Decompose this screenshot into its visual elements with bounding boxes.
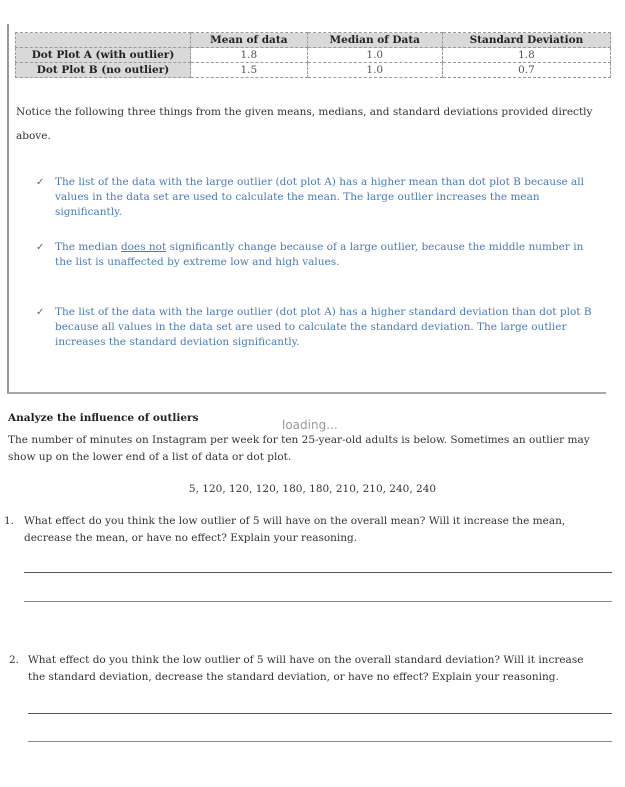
- row-label: Dot Plot A (with outlier): [16, 48, 191, 63]
- bullet-text: [55, 240, 596, 270]
- question-number: 2.: [9, 654, 20, 666]
- table-header-mean: Mean of data: [191, 33, 308, 48]
- median-value: 1.0: [307, 63, 442, 78]
- mean-value: 1.8: [191, 48, 308, 63]
- check-icon: ✓: [36, 307, 45, 318]
- dataset-list: 5, 120, 120, 120, 180, 180, 210, 210, 240, 240: [188, 483, 437, 495]
- table-header-empty: [16, 33, 191, 48]
- table-row: [16, 48, 611, 63]
- section-intro: The number of minutes on Instagram per week for ten 25-year-old adults is below. Sometimes an outlier may show up on the lower end of a list of data or dot plot.: [8, 434, 590, 463]
- bullet-median: [36, 240, 596, 270]
- bullet-text-pre: The median: [55, 241, 121, 253]
- bullet-text: The list of the data with the large outlier (dot plot A) has a higher mean than dot plot B because all values in the data set are used to calculate the mean. The large outlier increases the mean significantly.: [55, 176, 584, 218]
- table-header-std-dev: Standard Deviation: [442, 33, 610, 48]
- question-2: [9, 652, 599, 686]
- table-header-row: [16, 33, 611, 48]
- check-icon: ✓: [36, 177, 45, 188]
- bullet-std-dev: [36, 305, 596, 350]
- question-text: What effect do you think the low outlier of 5 will have on the overall standard deviation? Will it increase the standard deviation, decrease the standard deviation, or have no effect? Explain your reasoning.: [28, 654, 584, 683]
- answer-line[interactable]: [28, 713, 612, 714]
- answer-line[interactable]: [24, 601, 612, 602]
- std-dev-value: 1.8: [442, 48, 610, 63]
- table-header-median: Median of Data: [307, 33, 442, 48]
- answer-line[interactable]: [28, 741, 612, 742]
- median-value: 1.0: [307, 48, 442, 63]
- check-icon: ✓: [36, 242, 45, 253]
- bullet-text-underlined: does not: [120, 241, 167, 253]
- table-row: [16, 63, 611, 78]
- std-dev-value: 0.7: [442, 63, 610, 78]
- answer-line[interactable]: [24, 572, 612, 573]
- loading-indicator: loading...: [282, 418, 338, 432]
- question-text: What effect do you think the low outlier of 5 will have on the overall mean? Will it increase the mean, decrease the mean, or have no effect? Explain your reasoning.: [24, 515, 566, 544]
- question-1: [4, 513, 594, 547]
- bullet-text: The list of the data with the large outlier (dot plot A) has a higher standard deviation than dot plot B because all values in the data set are used to calculate the standard deviation. The large outlier increases the standard deviation significantly.: [55, 306, 592, 348]
- section-heading: Analyze the influence of outliers: [8, 412, 199, 424]
- bullet-text-post: significantly change because of a large outlier, because the middle number in the list is unaffected by extreme low and high values.: [55, 241, 584, 268]
- question-number: 1.: [4, 515, 15, 527]
- notice-text: Notice the following three things from the given means, medians, and standard deviations provided directly above.: [16, 106, 593, 142]
- row-label: Dot Plot B (no outlier): [16, 63, 191, 78]
- statistics-table: [15, 32, 611, 78]
- mean-value: 1.5: [191, 63, 308, 78]
- bullet-mean: [36, 175, 596, 220]
